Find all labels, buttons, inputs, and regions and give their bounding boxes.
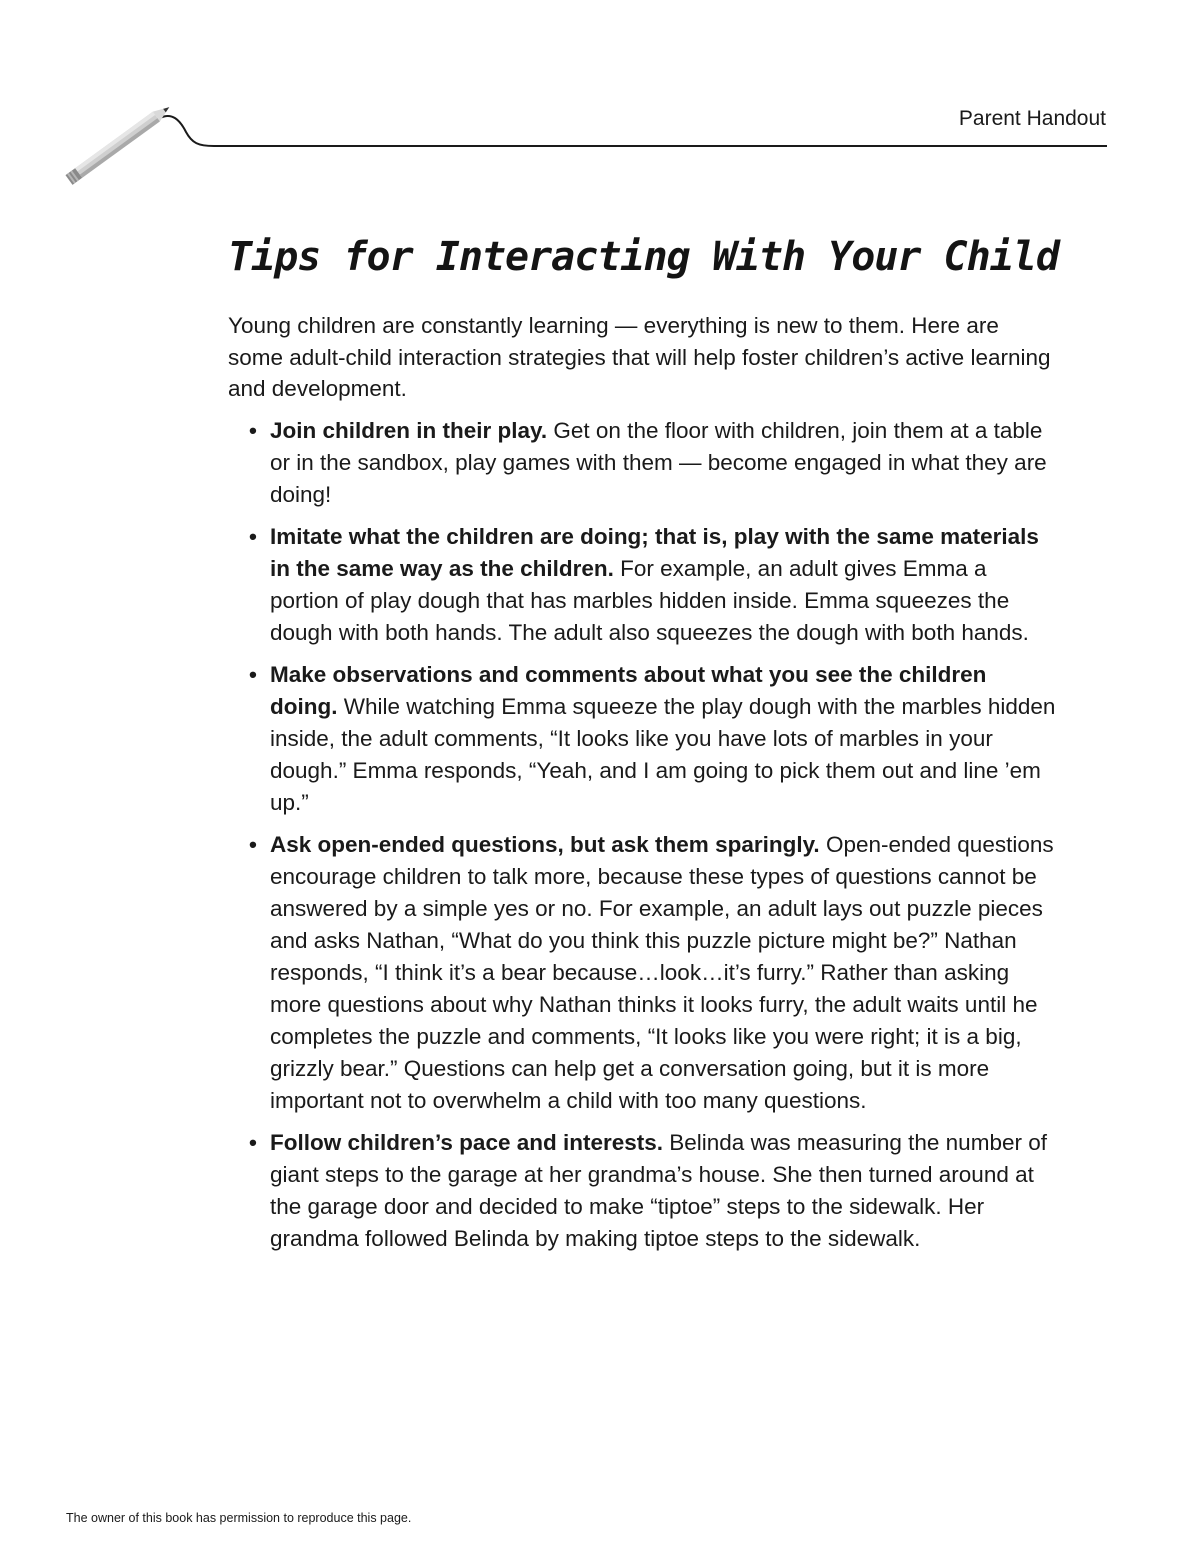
tip-lead: Follow children’s pace and interests. <box>270 1130 664 1155</box>
tip-item <box>249 1127 1059 1255</box>
tip-text: Belinda was measuring the number of giant steps to the garage at her grandma’s house. She then turned around at the garage door and decided to make “tiptoe” steps to the sidewalk. Her grandma followed Belinda by making tiptoe steps to the sidewalk. <box>270 1130 1047 1251</box>
footer-note: The owner of this book has permission to reproduce this page. <box>66 1511 412 1525</box>
bullet: • <box>249 832 257 857</box>
tip-text: While watching Emma squeeze the play dough with the marbles hidden inside, the adult comments, “It looks like you have lots of marbles in your dough.” Emma responds, “Yeah, and I am going to pick them out and line ’em up.” <box>270 694 1056 815</box>
page-title: Tips for Interacting With Your Child <box>228 234 1059 280</box>
tip-lead: Make observations and comments about what you see the children doing. <box>270 662 987 719</box>
tip-lead: Ask open-ended questions, but ask them sparingly. <box>270 832 820 857</box>
tip-lead: Imitate what the children are doing; that is, play with the same materials in the same way as the children. <box>270 524 1039 581</box>
header-label: Parent Handout <box>958 107 1106 130</box>
tip-text: For example, an adult gives Emma a portion of play dough that has marbles hidden inside. Emma squeezes the dough with both hands. The adult also squeezes the dough with both hands. <box>270 556 1029 645</box>
bullet: • <box>249 1130 257 1155</box>
header-graphic <box>0 0 1183 200</box>
bullet: • <box>249 662 257 687</box>
tip-item <box>249 659 1059 819</box>
tip-text: Get on the floor with children, join them at a table or in the sandbox, play games with them — become engaged in what they are doing! <box>270 418 1047 507</box>
tip-lead: Join children in their play. <box>270 418 548 443</box>
pencil-icon <box>65 102 172 185</box>
tip-item <box>249 829 1059 1117</box>
tip-text: Open-ended questions encourage children to talk more, because these types of questions cannot be answered by a simple yes or no. For example, an adult lays out puzzle pieces and asks Nathan, “What do you think this puzzle picture might be?” Nathan responds, “I think it’s a bear because…look…it’s furry.” Rather than asking more questions about why Nathan thinks it looks furry, the adult waits until he completes the puzzle and comments, “It looks like you were right; it is a big, grizzly bear.” Questions can help get a conversation going, but it is more important not to overwhelm a child with too many questions. <box>270 832 1054 1113</box>
bullet: • <box>249 418 257 443</box>
tips-list <box>249 415 1059 1265</box>
tip-item <box>249 415 1059 511</box>
bullet: • <box>249 524 257 549</box>
intro-paragraph: Young children are constantly learning — everything is new to them. Here are some adult-child interaction strategies that will help foster children’s active learning and development. <box>228 313 1051 401</box>
tip-item <box>249 521 1059 649</box>
